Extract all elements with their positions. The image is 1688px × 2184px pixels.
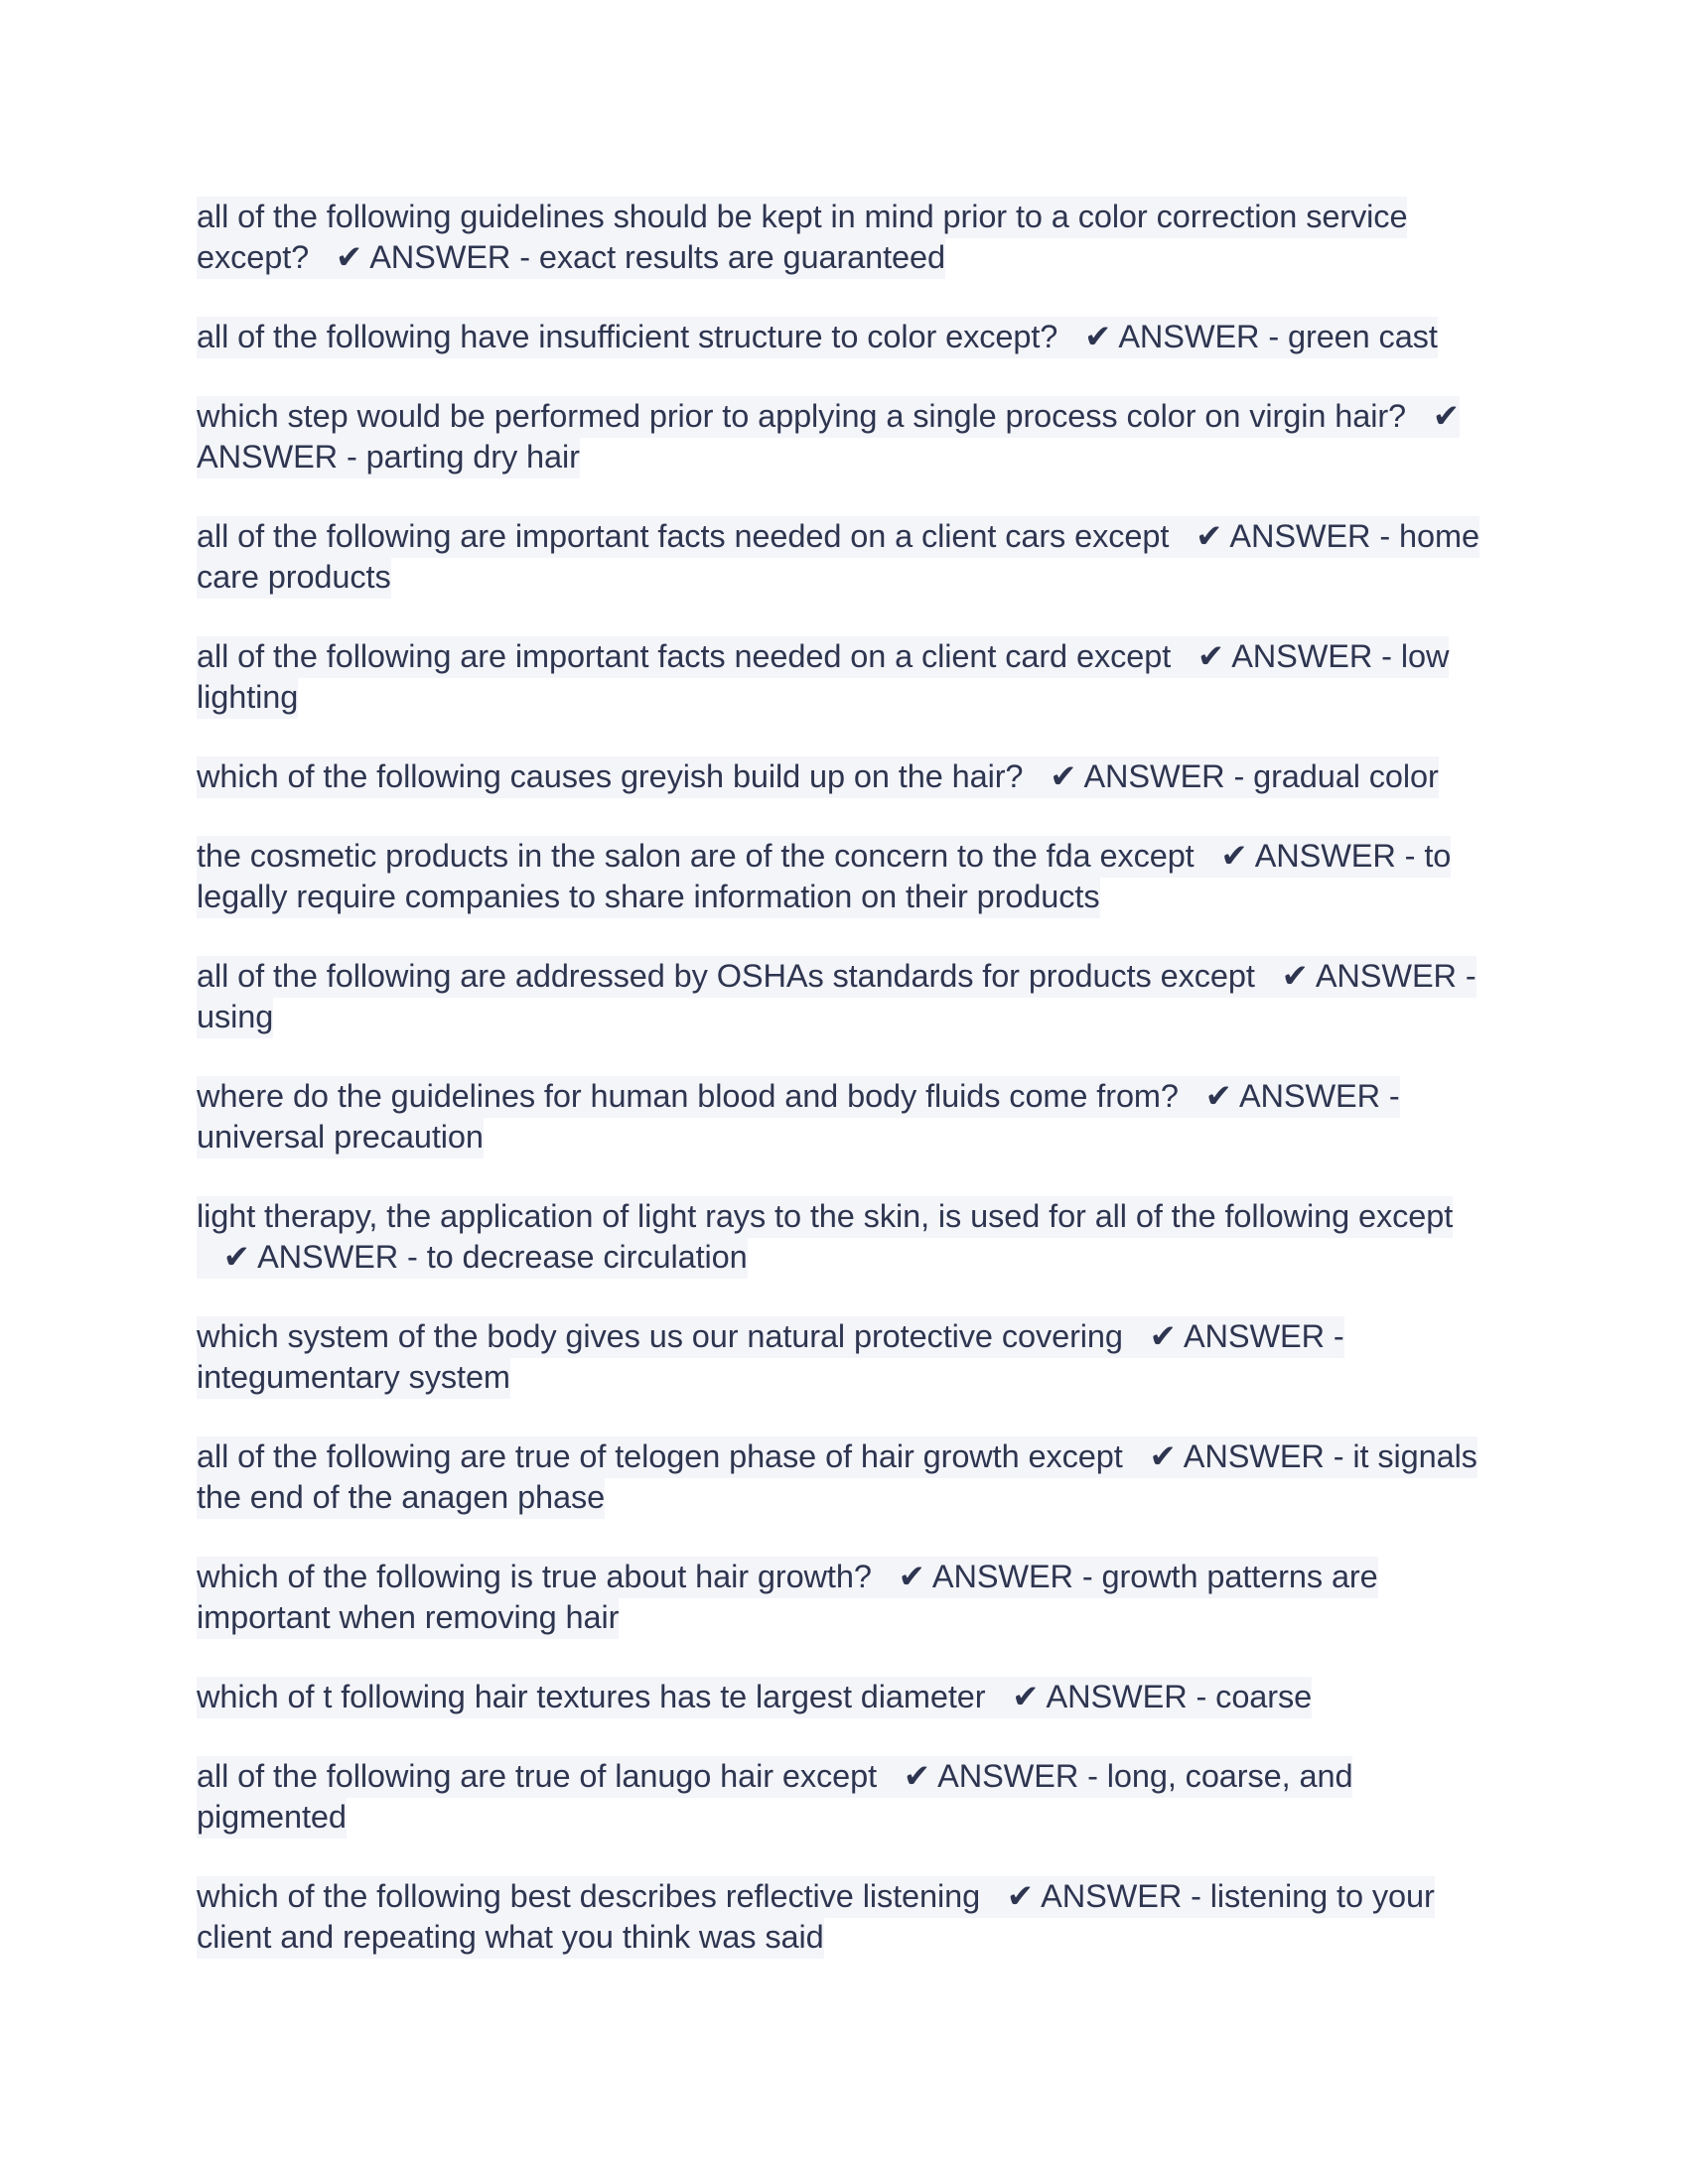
answer-text: gradual color: [1253, 758, 1439, 794]
question-text: all of the following are important facts needed on a client card except: [197, 638, 1172, 674]
check-icon: ✔: [903, 1758, 930, 1794]
answer-text: coarse: [1215, 1679, 1313, 1714]
qa-item: [197, 1436, 1497, 1518]
answer-label: ANSWER -: [1231, 638, 1392, 674]
qa-item: [197, 1677, 1497, 1717]
qa-highlight: [197, 1677, 1312, 1718]
check-icon: ✔: [1149, 1438, 1177, 1474]
answer-text: low lighting: [197, 638, 1450, 715]
qa-item: [197, 756, 1497, 797]
answer-text: it signals the end of the anagen phase: [197, 1438, 1477, 1515]
question-text: which of the following is true about hair growth?: [197, 1559, 872, 1594]
qa-item: [197, 1756, 1497, 1838]
question-text: the cosmetic products in the salon are of the concern to the fda except: [197, 838, 1195, 874]
answer-text: home care products: [197, 518, 1479, 595]
question-text: where do the guidelines for human blood and body fluids come from?: [197, 1078, 1179, 1114]
answer-label: ANSWER -: [1083, 758, 1245, 794]
qa-item: [197, 956, 1497, 1037]
document-page: [197, 197, 1497, 1996]
qa-highlight: [197, 317, 1438, 358]
qa-highlight: [197, 396, 1460, 478]
qa-highlight: [197, 1076, 1400, 1159]
answer-label: ANSWER -: [1041, 1878, 1201, 1914]
check-icon: ✔: [1084, 319, 1112, 354]
answer-text: exact results are guaranteed: [538, 239, 945, 275]
answer-label: ANSWER -: [1118, 319, 1280, 354]
answer-label: ANSWER -: [1254, 838, 1416, 874]
qa-item: [197, 1076, 1497, 1158]
check-icon: ✔: [1006, 1878, 1034, 1914]
qa-item: [197, 636, 1497, 718]
check-icon: ✔: [1149, 1318, 1177, 1354]
qa-item: [197, 197, 1497, 278]
question-text: all of the following guidelines should be kept in mind prior to a color correction service except?: [197, 199, 1408, 275]
qa-highlight: [197, 1876, 1435, 1959]
check-icon: ✔: [1196, 638, 1225, 674]
qa-highlight: [197, 1196, 1453, 1279]
question-text: light therapy, the application of light rays to the skin, is used for all of the following except: [197, 1198, 1454, 1234]
check-icon: ✔: [898, 1559, 925, 1594]
answer-text: long, coarse, and pigmented: [197, 1758, 1353, 1835]
check-icon: ✔: [335, 239, 363, 275]
qa-highlight: [197, 197, 1407, 279]
check-icon: ✔: [1050, 758, 1077, 794]
qa-highlight: [197, 1557, 1378, 1639]
question-text: which of t following hair textures has te largest diameter: [197, 1679, 986, 1714]
check-icon: ✔: [1220, 838, 1248, 874]
question-text: which of the following causes greyish build up on the hair?: [197, 758, 1024, 794]
qa-item: [197, 1876, 1497, 1958]
answer-label: ANSWER -: [937, 1758, 1098, 1794]
qa-highlight: [197, 756, 1439, 798]
qa-item: [197, 1316, 1497, 1398]
check-icon: ✔: [1432, 398, 1460, 434]
answer-label: ANSWER -: [369, 239, 530, 275]
question-text: all of the following are true of lanugo hair except: [197, 1758, 878, 1794]
question-text: all of the following are important facts needed on a client cars except: [197, 518, 1170, 554]
question-text: all of the following are true of telogen phase of hair growth except: [197, 1438, 1123, 1474]
answer-text: to decrease circulation: [426, 1239, 748, 1275]
check-icon: ✔: [1281, 958, 1309, 994]
check-icon: ✔: [1012, 1679, 1040, 1714]
qa-item: [197, 516, 1497, 598]
qa-highlight: [197, 636, 1449, 719]
qa-highlight: [197, 836, 1451, 918]
answer-label: ANSWER -: [1315, 958, 1477, 994]
qa-highlight: [197, 1436, 1477, 1519]
qa-item: [197, 317, 1497, 357]
qa-highlight: [197, 516, 1479, 599]
question-text: all of the following are addressed by OSHAs standards for products except: [197, 958, 1255, 994]
answer-label: ANSWER -: [257, 1239, 418, 1275]
qa-highlight: [197, 1756, 1352, 1839]
check-icon: ✔: [1204, 1078, 1232, 1114]
qa-highlight: [197, 1316, 1344, 1399]
answer-text: parting dry hair: [365, 439, 580, 475]
answer-text: growth patterns are important when removing hair: [197, 1559, 1378, 1635]
check-icon: ✔: [222, 1239, 250, 1275]
qa-item: [197, 836, 1497, 917]
question-text: which system of the body gives us our natural protective covering: [197, 1318, 1123, 1354]
check-icon: ✔: [1196, 518, 1223, 554]
answer-label: ANSWER -: [1183, 1318, 1344, 1354]
answer-text: using: [197, 999, 274, 1034]
answer-label: ANSWER -: [931, 1559, 1093, 1594]
answer-label: ANSWER -: [1046, 1679, 1207, 1714]
answer-text: to legally require companies to share information on their products: [197, 838, 1452, 914]
answer-label: ANSWER -: [197, 439, 357, 475]
question-text: which of the following best describes reflective listening: [197, 1878, 981, 1914]
answer-text: integumentary system: [197, 1359, 510, 1395]
qa-item: [197, 396, 1497, 478]
question-text: which step would be performed prior to applying a single process color on virgin hair?: [197, 398, 1407, 434]
qa-item: [197, 1557, 1497, 1638]
question-text: all of the following have insufficient structure to color except?: [197, 319, 1058, 354]
answer-label: ANSWER -: [1229, 518, 1391, 554]
qa-highlight: [197, 956, 1477, 1038]
answer-text: universal precaution: [197, 1119, 484, 1155]
answer-label: ANSWER -: [1183, 1438, 1344, 1474]
answer-label: ANSWER -: [1238, 1078, 1400, 1114]
qa-list: [197, 197, 1497, 1958]
qa-item: [197, 1196, 1497, 1278]
answer-text: green cast: [1288, 319, 1438, 354]
answer-text: listening to your client and repeating what you think was said: [197, 1878, 1435, 1955]
